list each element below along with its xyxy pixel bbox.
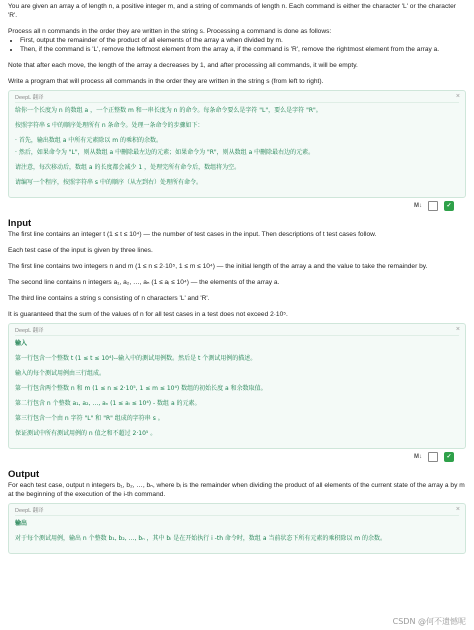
translation-line: 请注意，每次移动后，数组 a 的长度都会减少 1 ，处理完所有命令后，数组将为空。: [15, 164, 241, 171]
intro-paragraph-2: Process all n commands in the order they are written in the string s. Processing a command is done as follows:: [8, 28, 332, 35]
translation-line: · 然后，如果命令为 "L"，则从数组 a 中删除最左边的元素；如果命令为 "R"，则从数组 a 中删除最右边的元素。: [15, 149, 315, 156]
translation-line: 第一行包含两个整数 n 和 m (1 ≤ n ≤ 2·10⁵, 1 ≤ m ≤ 10⁴) 数组的初始长度 a 和余数取值。: [15, 385, 267, 392]
check-icon[interactable]: ✓: [444, 201, 454, 211]
intro-paragraph-1: You are given an array a of length n, a positive integer m, and a string of commands of length n. Each command is either the character 'L' or the character 'R'.: [8, 3, 456, 19]
translation-toolbar: [8, 200, 466, 214]
translation-header: DeepL 翻译 ×: [15, 506, 460, 514]
intro-bullet-1: • First, output the remainder of the product of all elements of the array a when divided by m.: [20, 36, 474, 45]
input-paragraph-4: The second line contains n integers a₁, a₂, …, aₙ (1 ≤ aᵢ ≤ 10⁴) — the elements of the array a.: [8, 279, 280, 286]
intro-paragraph-4: Write a program that will process all commands in the order they are written in the string s (from left to right).: [8, 78, 324, 85]
translation-line: 输入的每个测试用例由三行组成。: [15, 370, 106, 377]
translation-line: 给你一个长度为 n 的数组 a ，一个正整数 m 和一串长度为 n 的命令。每条命令要么是字符 "L"，要么是字符 "R"。: [15, 107, 322, 114]
intro-bullet-2: • Then, if the command is 'L', remove the leftmost element from the array a, if the command is 'R', remove the rightmost element from the array a.: [20, 45, 474, 54]
translation-line: 保证测试中所有测试用例的 n 值之和不超过 2·10⁵ 。: [15, 430, 157, 437]
input-heading: Input: [8, 218, 32, 229]
close-icon[interactable]: ×: [455, 506, 460, 513]
translation-box-output: [8, 503, 466, 554]
output-heading: Output: [8, 469, 40, 480]
translation-line: 输出: [15, 520, 28, 527]
csdn-watermark: CSDN @何不遗憾呢: [392, 617, 466, 626]
markdown-button[interactable]: M↓: [414, 203, 422, 209]
translation-line: 第二行包含 n 个整数 a₁, a₂, …, aₙ (1 ≤ aᵢ ≤ 10⁴) - 数组 a 的元素。: [15, 400, 201, 407]
translation-box-input: [8, 323, 466, 449]
translation-line: 第三行包含一个由 n 字符 "L" 和 "R" 组成的字符串 s 。: [15, 415, 164, 422]
translation-line: 对于每个测试用例，输出 n 个整数 b₁, b₂, …, bₙ ，其中 bᵢ 是在开始执行 i -th 命令时，数组 a 当前状态下所有元素的乘积除以 m 的余数。: [15, 535, 387, 542]
translation-line: 请编写一个程序，按照字符串 s 中的顺序（从左到右）处理所有命令。: [15, 179, 202, 186]
translation-header: DeepL 翻译 ×: [15, 93, 460, 101]
input-paragraph-6: It is guaranteed that the sum of the values of n for all test cases in a test does not exceed 2·10⁵.: [8, 311, 288, 318]
check-icon[interactable]: ✓: [444, 452, 454, 462]
input-paragraph-5: The third line contains a string s consisting of n characters 'L' and 'R'.: [8, 295, 210, 302]
translation-line: 输入: [15, 340, 28, 347]
translation-toolbar: [8, 451, 466, 465]
output-paragraph-1: For each test case, output n integers b₁, b₂, …, bₙ, where bᵢ is the remainder when dividing the product of all elements of the current state of the array a by m at the beginning of the execution of the i-th command.: [8, 482, 465, 498]
input-paragraph-2: Each test case of the input is given by three lines.: [8, 247, 153, 254]
translation-box-statement: [8, 90, 466, 198]
translation-line: 按照字符串 s 中的顺序处理所有 n 条命令。处理一条命令的步骤如下：: [15, 122, 204, 129]
close-icon[interactable]: ×: [455, 326, 460, 333]
close-icon[interactable]: ×: [455, 93, 460, 100]
translation-line: · 首先，输出数组 a 中所有元素除以 m 的乘积的余数。: [15, 137, 162, 144]
copy-icon[interactable]: [428, 452, 438, 462]
input-paragraph-1: The first line contains an integer t (1 ≤ t ≤ 10⁴) — the number of test cases in the input. Then descriptions of t test cases follow.: [8, 231, 377, 238]
translation-line: 第一行包含一个整数 t (1 ≤ t ≤ 10⁴)--输入中的测试用例数。然后是 t 个测试用例的描述。: [15, 355, 257, 362]
translation-header: DeepL 翻译 ×: [15, 326, 460, 334]
markdown-button[interactable]: M↓: [414, 454, 422, 460]
intro-bullet-list: [0, 36, 474, 54]
input-paragraph-3: The first line contains two integers n and m (1 ≤ n ≤ 2·10⁵, 1 ≤ m ≤ 10⁴) — the initial length of the array a and the value to take the remainder by.: [8, 263, 428, 270]
copy-icon[interactable]: [428, 201, 438, 211]
intro-paragraph-3: Note that after each move, the length of the array a decreases by 1, and after processing all commands, it will be empty.: [8, 62, 358, 69]
